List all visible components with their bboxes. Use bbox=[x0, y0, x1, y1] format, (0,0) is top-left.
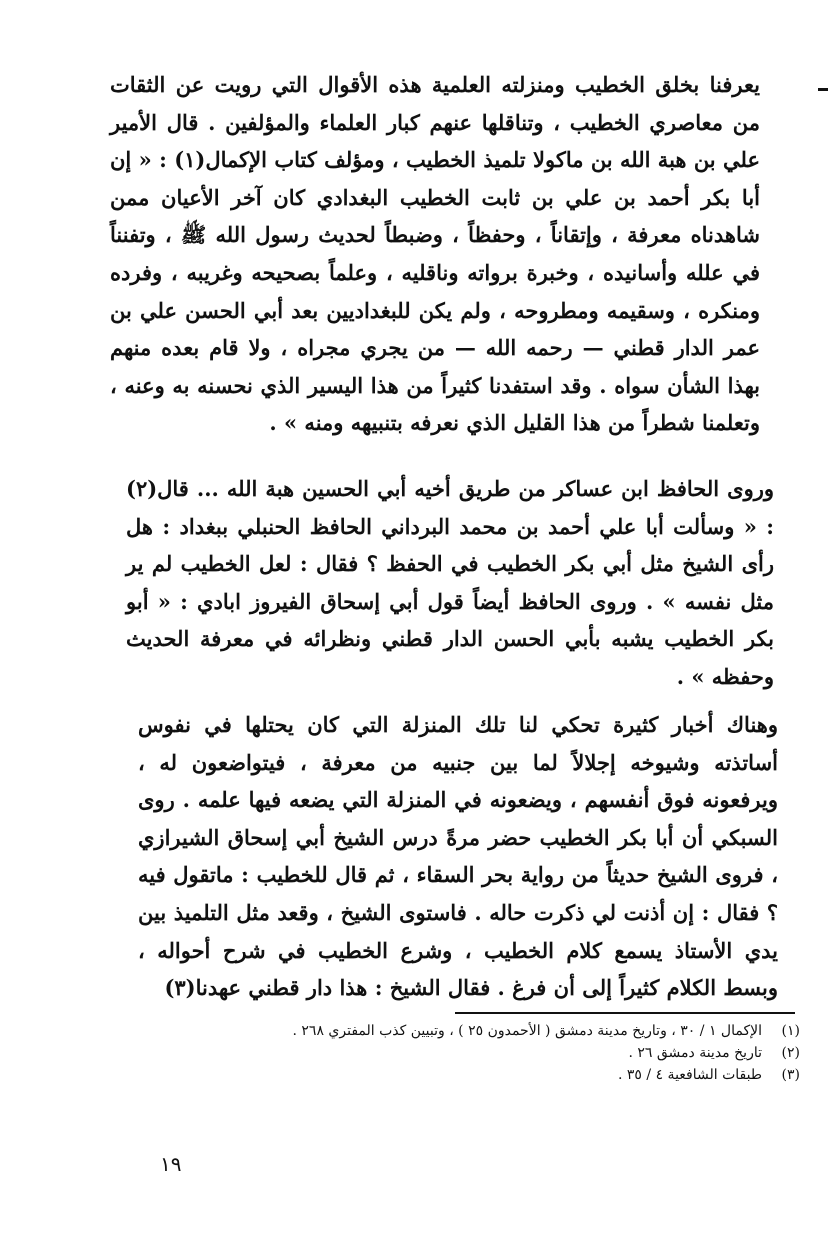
paragraph-2: وروى الحافظ ابن عساكر من طريق أخيه أبي الحسين هبة الله ... قال(٢) : « وسألت أبا علي أحمد بن محمد البرداني الحافظ الحنبلي ببغداد : هل رأى الشيخ مثل أبي بكر الخطيب في الحفظ ؟ فقال : لعل الخطيب لم ير مثل نفسه » . وروى الحافظ أيضاً قول أبي إسحاق الفيروز ابادي : « أبو بكر الخطيب يشبه بأبي الحسن الدار قطني ونظرائه في معرفة الحديث وحفظه » . bbox=[126, 476, 774, 689]
footnote-text: تاريخ مدينة دمشق ٢٦ . bbox=[628, 1045, 762, 1061]
footnote-number: (٣) bbox=[781, 1067, 800, 1083]
footnote-number: (١) bbox=[781, 1023, 800, 1039]
margin-mark bbox=[818, 88, 828, 91]
footnote-number: (٢) bbox=[781, 1045, 800, 1061]
page-number: ١٩ bbox=[160, 1152, 182, 1176]
footnote-3 bbox=[250, 1064, 800, 1086]
footnote-2 bbox=[250, 1042, 800, 1064]
footnote-text: طبقات الشافعية ٤ / ٣٥ . bbox=[618, 1067, 762, 1083]
footnote-text: الإكمال ١ / ٣٠ ، وتاريخ مدينة دمشق ( الأحمدون ٢٥ ) ، وتبيين كذب المفتري ٢٦٨ . bbox=[292, 1023, 762, 1039]
paragraph-1: يعرفنا بخلق الخطيب ومنزلته العلمية هذه الأقوال التي رويت عن الثقات من معاصري الخطيب ، وتناقلها عنهم كبار العلماء والمؤلفين . قال الأمير علي بن هبة الله بن ماكولا تلميذ الخطيب ، ومؤلف كتاب الإكمال(١) : « إن أبا بكر أحمد بن علي بن ثابت الخطيب البغدادي كان آخر الأعيان ممن شاهدناه معرفة ، وإتقاناً ، وحفظاً ، وضبطاً لحديث رسول الله ﷺ ، وتفنناً في علله وأسانيده ، وخبرة برواته وناقليه ، وعلماً بصحيحه وغريبه ، وفرده ومنكره ، وسقيمه ومطروحه ، ولم يكن للبغداديين بعد أبي الحسن علي بن عمر الدار قطني — رحمه الله — من يجري مجراه ، ولا قام بعده منهم بهذا الشأن سواه . وقد استفدنا كثيراً من هذا اليسير الذي نحسنه به وعنه ، وتعلمنا شطراً من هذا القليل الذي نعرفه بتنبيهه ومنه » . bbox=[110, 72, 760, 436]
footnotes bbox=[250, 1020, 800, 1086]
paragraph-3: وهناك أخبار كثيرة تحكي لنا تلك المنزلة التي كان يحتلها في نفوس أساتذته وشيوخه إجلالاً لما بين جنبيه من معرفة ، فيتواضعون له ، ويرفعونه فوق أنفسهم ، ويضعونه في المنزلة التي يضعه فيها علمه . روى السبكي أن أبا بكر الخطيب حضر مرةً درس الشيخ أبي إسحاق الشيرازي ، فروى الشيخ حديثاً من رواية بحر السقاء ، ثم قال للخطيب : ماتقول فيه ؟ فقال : إن أذنت لي ذكرت حاله . فاستوى الشيخ ، وقعد مثل التلميذ بين يدي الأستاذ يسمع كلام الخطيب ، وشرع الخطيب في شرح أحواله ، وبسط الكلام كثيراً إلى أن فرغ . فقال الشيخ : هذا دار قطني عهدنا(٣) bbox=[138, 712, 778, 1001]
footnote-1 bbox=[250, 1020, 800, 1042]
footnote-separator bbox=[455, 1012, 795, 1014]
